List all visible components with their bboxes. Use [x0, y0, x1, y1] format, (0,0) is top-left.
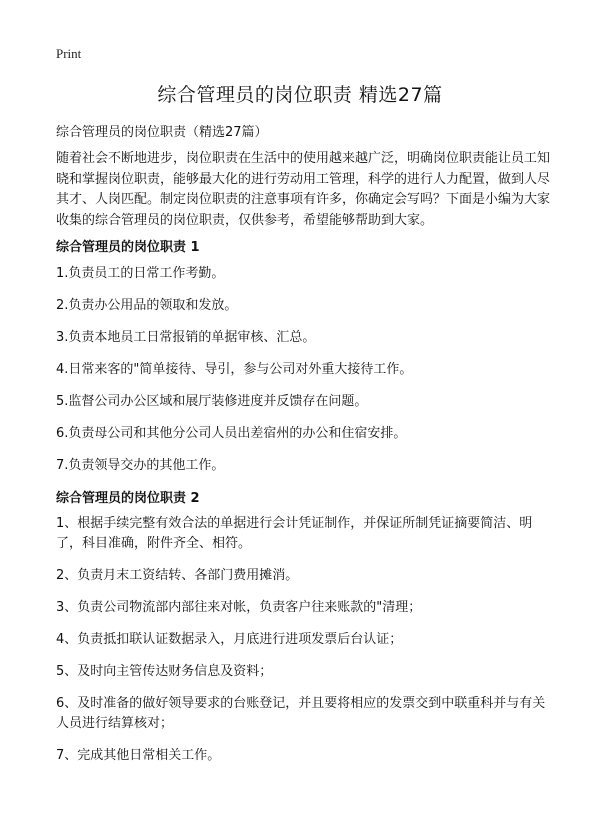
print-label: Print [56, 46, 82, 61]
list-item: 4.日常来客的"简单接待、导引，参与公司对外重大接待工作。 [56, 362, 413, 377]
list-item: 1、根据手续完整有效合法的单据进行会计凭证制作，并保证所制凭证摘要简洁、明了，科目准确，附件齐全、相符。 [56, 516, 533, 551]
list-item: 3、负责公司物流部内部往来对帐，负责客户往来账款的"清理； [56, 600, 422, 615]
intro-paragraph: 随着社会不断地进步，岗位职责在生活中的使用越来越广泛，明确岗位职责能让员工知晓和掌握岗位职责，能够最大化的进行劳动用工管理，科学的进行人力配置，做到人尽其才、人岗匹配。制定岗位职责的注意事项有许多，你确定会写吗？下面是小编为大家收集的综合管理员的岗位职责，仅供参考，希望能够帮助到大家。 [56, 151, 551, 228]
list-item: 2、负责月末工资结转、各部门费用摊消。 [56, 568, 299, 583]
list-item: 6.负责母公司和其他分公司人员出差宿州的办公和住宿安排。 [56, 426, 407, 441]
list-item: 5.监督公司办公区域和展厅装修进度并反馈存在问题。 [56, 394, 368, 409]
list-item: 4、负责抵扣联认证数据录入，月底进行进项发票后台认证； [56, 632, 403, 647]
section-heading-2: 综合管理员的岗位职责 2 [56, 491, 200, 506]
section-heading-1: 综合管理员的岗位职责 1 [56, 240, 200, 255]
list-item: 3.负责本地员工日常报销的单据审核、汇总。 [56, 330, 316, 345]
section-2-list [56, 514, 550, 778]
list-item: 2.负责办公用品的领取和发放。 [56, 298, 238, 313]
document-title: 综合管理员的岗位职责 精选27篇 [157, 84, 443, 106]
document-subtitle: 综合管理员的岗位职责（精选27篇） [56, 125, 268, 140]
list-item: 7.负责领导交办的其他工作。 [56, 458, 225, 473]
list-item: 7、完成其他日常相关工作。 [56, 748, 221, 763]
list-item: 6、及时准备的做好领导要求的台账登记，并且要将相应的发票交到中联重科并与有关人员进行结算核对； [56, 696, 546, 731]
list-item: 1.负责员工的日常工作考勤。 [56, 266, 225, 281]
section-1-list [56, 264, 550, 488]
list-item: 5、及时向主管传达财务信息及资料； [56, 664, 273, 679]
